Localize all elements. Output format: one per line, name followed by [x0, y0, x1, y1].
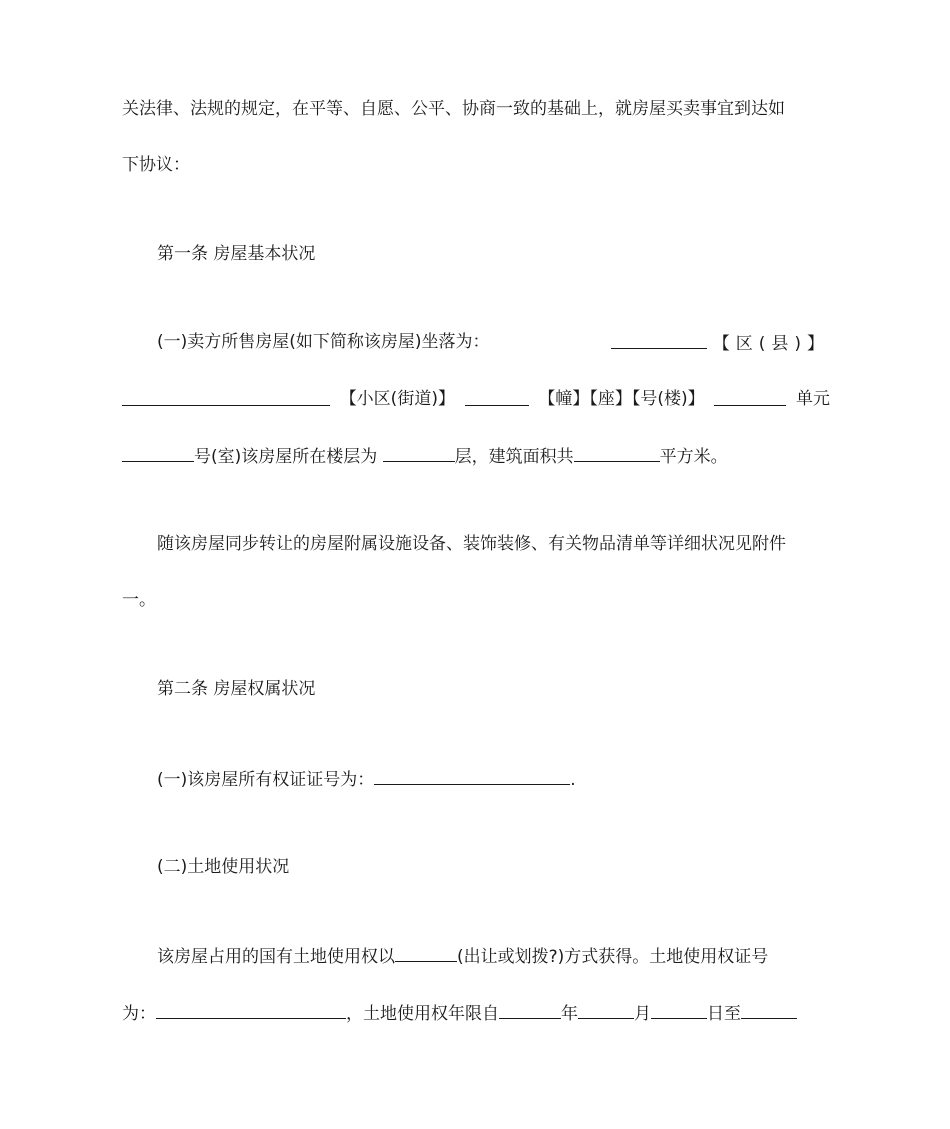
paragraph-intro-line-1: 关法律、法规的规定，在平等、自愿、公平、协商一致的基础上，就房屋买卖事宜到达如: [122, 99, 785, 119]
building-label: 【幢】【座】【号(楼)】: [538, 389, 705, 409]
district-label: 【区(县)】: [712, 334, 830, 354]
land-use-method: (出让或划拨?)方式获得。土地使用权证号: [457, 947, 769, 967]
unit-blank: [714, 387, 786, 406]
acquire-method-blank: [395, 943, 457, 962]
ownership-cert-line: [157, 766, 830, 792]
location-line-2: [122, 387, 830, 411]
month-label: 月: [634, 1004, 651, 1024]
ownership-cert-end: .: [570, 770, 576, 790]
location-intro: (一)卖方所售房屋(如下简称该房屋)坐落为：: [157, 332, 490, 352]
location-line-1: [157, 330, 830, 356]
unit-label: 单元: [795, 389, 830, 409]
sqm-label: 平方米。: [659, 447, 728, 467]
land-cert-blank: [156, 1000, 346, 1019]
land-cert-label: 为：: [122, 1004, 156, 1024]
ownership-cert-blank: [374, 766, 570, 785]
end-year-blank: [741, 1000, 797, 1019]
land-use-title: (二)土地使用状况: [157, 857, 290, 877]
area-blank: [574, 443, 660, 462]
start-month-blank: [578, 1000, 634, 1019]
land-use-line-1: [157, 943, 830, 969]
year-label: 年: [561, 1004, 578, 1024]
start-year-blank: [499, 1000, 561, 1019]
land-use-line-2: [122, 1000, 830, 1026]
floor-blank: [383, 443, 455, 462]
ownership-cert-label: (一)该房屋所有权证证号为：: [157, 770, 375, 790]
floor-area-label: 层，建筑面积共: [454, 447, 574, 467]
land-term-label: ，土地使用权年限自: [346, 1004, 499, 1024]
article-1-title: 第一条 房屋基本状况: [157, 244, 316, 264]
room-floor-label: 号(室)该房屋所在楼层为: [194, 447, 378, 467]
start-day-blank: [651, 1000, 707, 1019]
district-blank: [611, 330, 707, 349]
attachment-line-1: 随该房屋同步转让的房屋附属设施设备、装饰装修、有关物品清单等详细状况见附件: [157, 534, 786, 554]
room-blank: [122, 443, 194, 462]
land-use-prefix: 该房屋占用的国有土地使用权以: [157, 947, 395, 967]
building-blank: [465, 387, 529, 406]
paragraph-intro-line-2: 下协议：: [122, 155, 190, 175]
street-blank: [122, 387, 330, 406]
community-label: 【小区(街道)】: [339, 389, 455, 409]
location-line-3: [122, 443, 830, 469]
attachment-line-2: 一。: [122, 590, 156, 610]
day-to-label: 日至: [707, 1004, 741, 1024]
article-2-title: 第二条 房屋权属状况: [157, 679, 316, 699]
